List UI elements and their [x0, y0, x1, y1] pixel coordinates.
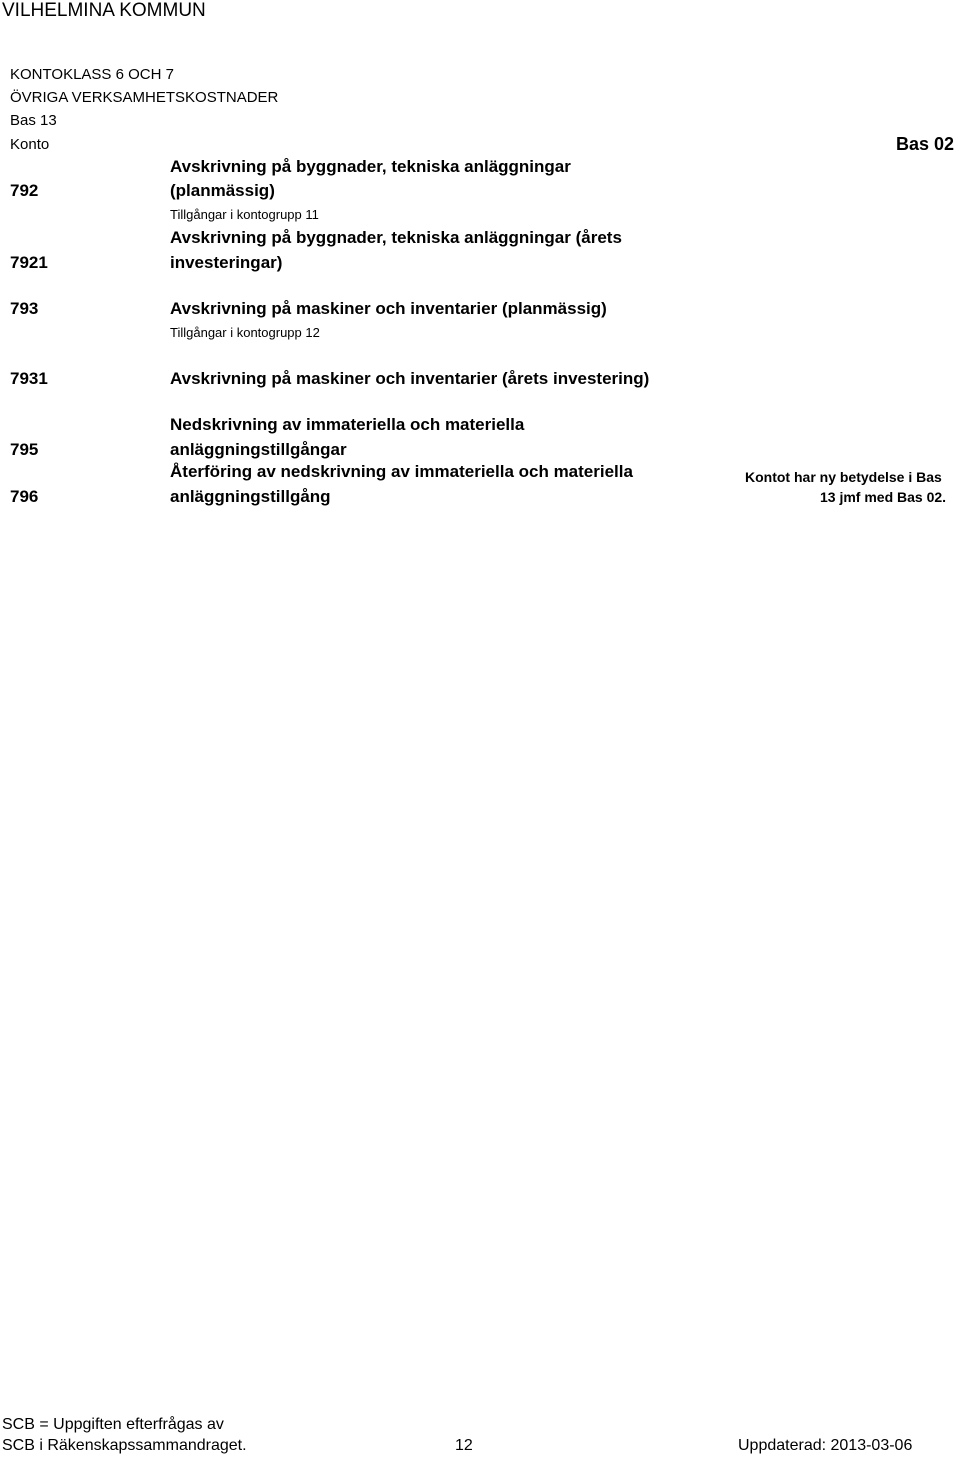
account-number: 793	[10, 299, 39, 318]
account-number: 796	[10, 487, 39, 506]
standard-label: Bas 13	[10, 112, 57, 129]
section-title: ÖVRIGA VERKSAMHETSKOSTNADER	[10, 89, 279, 106]
account-title-line1: Nedskrivning av immateriella och materiella	[170, 415, 525, 434]
account-subtitle: Tillgångar i kontogrupp 12	[170, 325, 320, 340]
account-title-line1: Avskrivning på byggnader, tekniska anläggningar	[170, 157, 571, 176]
account-number: 792	[10, 181, 39, 200]
account-title-line2: anläggningstillgångar	[170, 440, 347, 459]
footer-legend-line1: SCB = Uppgiften efterfrågas av	[2, 1416, 224, 1433]
account-title-line1: Avskrivning på byggnader, tekniska anläggningar (årets	[170, 228, 622, 247]
account-number: 795	[10, 440, 39, 459]
account-number: 7921	[10, 253, 48, 272]
account-title-line2: anläggningstillgång	[170, 487, 331, 506]
account-number: 7931	[10, 369, 48, 388]
account-title-line2: investeringar)	[170, 253, 283, 272]
account-title-line2: (planmässig)	[170, 181, 275, 200]
account-note-line2: 13 jmf med Bas 02.	[820, 489, 947, 505]
page-number: 12	[455, 1437, 473, 1454]
organization-name: VILHELMINA KOMMUN	[2, 0, 206, 21]
account-note-line1: Kontot har ny betydelse i Bas	[745, 469, 942, 485]
account-title-line1: Avskrivning på maskiner och inventarier (planmässig)	[170, 299, 607, 318]
account-subtitle: Tillgångar i kontogrupp 11	[170, 207, 319, 222]
account-title-line1: Återföring av nedskrivning av immateriella och materiella	[170, 462, 633, 481]
account-title-line1: Avskrivning på maskiner och inventarier (årets investering)	[170, 369, 650, 388]
column-header-bas02: Bas 02	[896, 134, 955, 154]
footer-legend-line2: SCB i Räkenskapssammandraget.	[2, 1437, 247, 1454]
column-header-account: Konto	[10, 136, 50, 153]
class-title: KONTOKLASS 6 OCH 7	[10, 66, 174, 83]
updated-date: Uppdaterad: 2013-03-06	[738, 1437, 913, 1454]
